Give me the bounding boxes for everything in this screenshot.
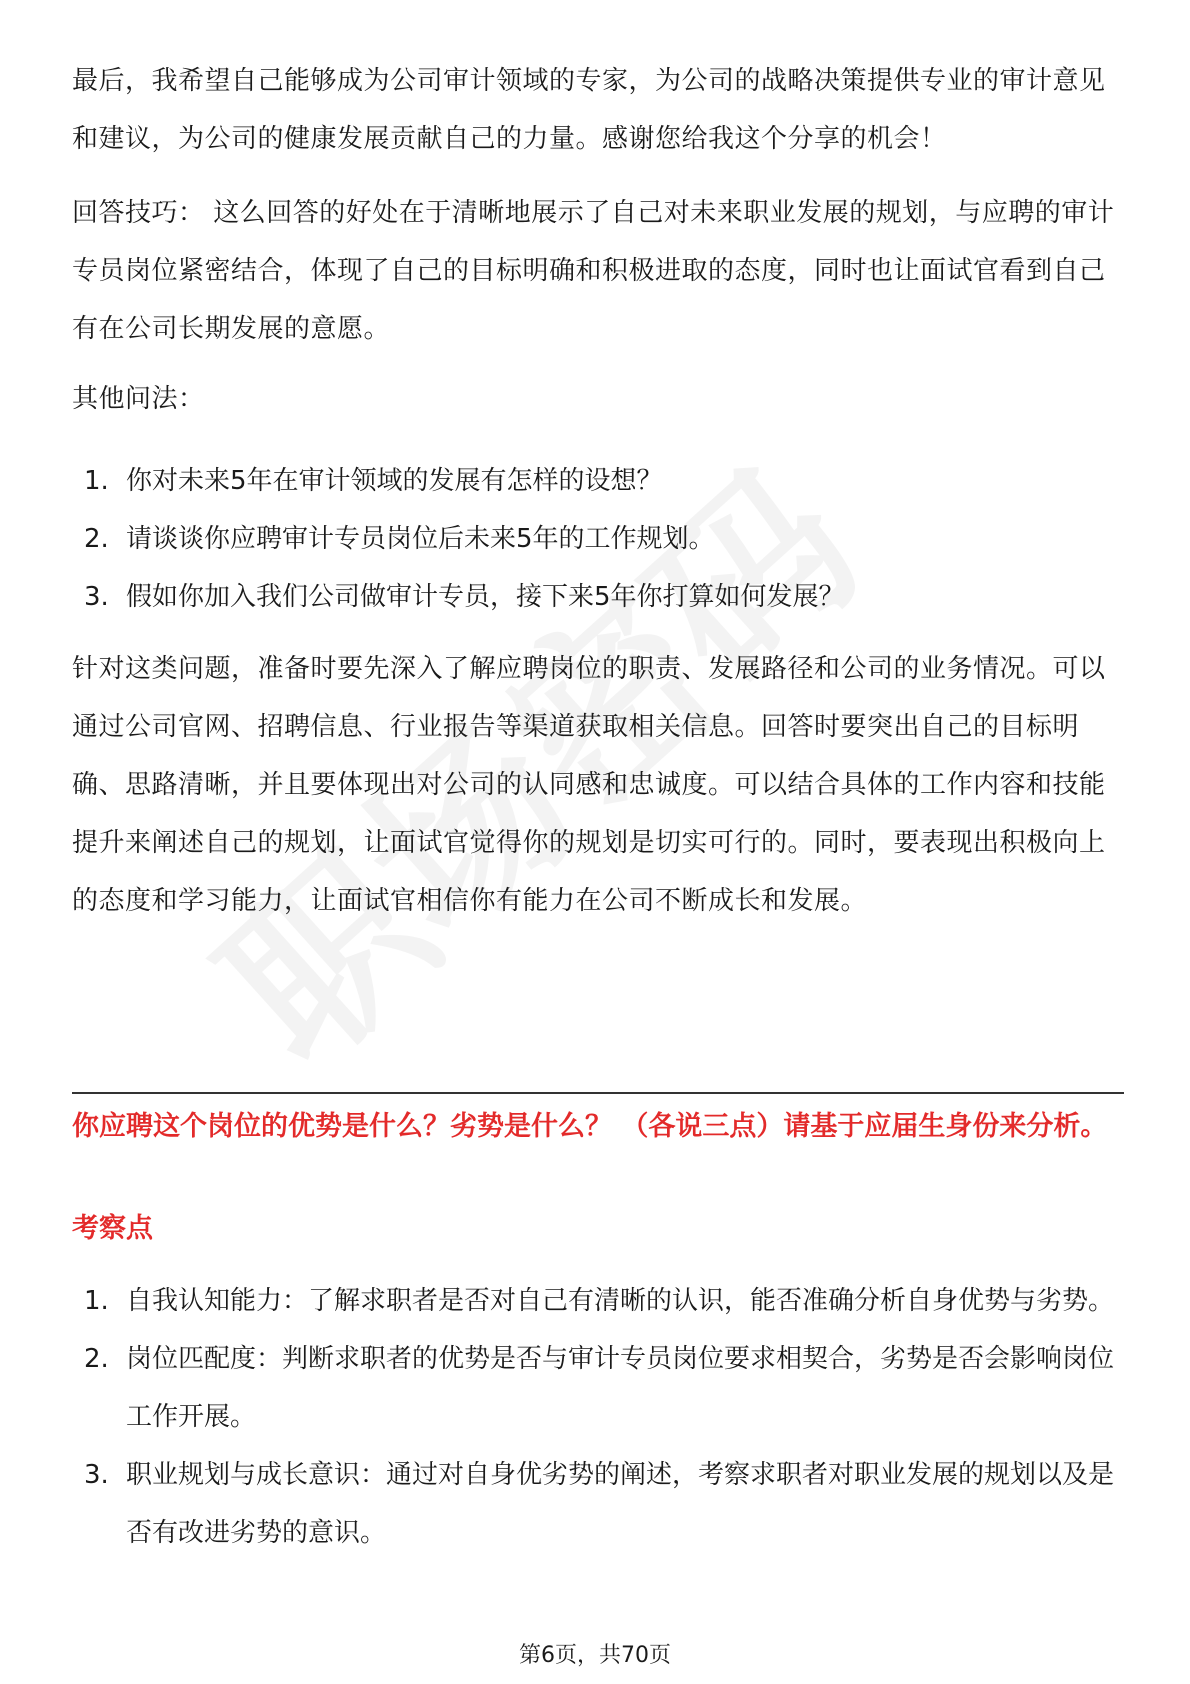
list-number: 2. xyxy=(84,1344,109,1374)
closing-paragraph: 最后，我希望自己能够成为公司审计领域的专家，为公司的战略决策提供专业的审计意见和建议，为公司的健康发展贡献自己的力量。感谢您给我这个分享的机会！ xyxy=(72,66,1106,154)
list-text: 岗位匹配度：判断求职者的优势是否与审计专员岗位要求相契合，劣势是否会影响岗位工作开展。 xyxy=(126,1344,1115,1432)
list-text: 职业规划与成长意识：通过对自身优劣势的阐述，考察求职者对职业发展的规划以及是否有改进劣势的意识。 xyxy=(126,1460,1115,1548)
assessment-points-list xyxy=(72,1272,1122,1562)
other-questions-list xyxy=(72,452,1122,626)
preparation-advice-paragraph: 针对这类问题，准备时要先深入了解应聘岗位的职责、发展路径和公司的业务情况。可以通过公司官网、招聘信息、行业报告等渠道获取相关信息。回答时要突出自己的目标明确、思路清晰，并且要体现出对公司的认同感和忠诚度。可以结合具体的工作内容和技能提升来阐述自己的规划，让面试官觉得你的规划是切实可行的。同时，要表现出积极向上的态度和学习能力，让面试官相信你有能力在公司不断成长和发展。 xyxy=(72,654,1106,916)
list-text: 请谈谈你应聘审计专员岗位后未来5年的工作规划。 xyxy=(126,524,715,554)
list-item xyxy=(72,568,1122,626)
list-number: 3. xyxy=(84,582,109,612)
list-item xyxy=(72,1330,1122,1446)
list-number: 1. xyxy=(84,1286,109,1316)
list-text: 你对未来5年在审计领域的发展有怎样的设想？ xyxy=(126,466,663,496)
list-number: 2. xyxy=(84,524,109,554)
list-item xyxy=(72,1272,1122,1330)
list-number: 1. xyxy=(84,466,109,496)
list-number: 3. xyxy=(84,1460,109,1490)
page-footer: 第6页，共70页 xyxy=(519,1643,671,1668)
interview-question: 你应聘这个岗位的优势是什么？劣势是什么？ （各说三点）请基于应届生身份来分析。 xyxy=(72,1111,1108,1142)
answer-tips-paragraph: 回答技巧： 这么回答的好处在于清晰地展示了自己对未来职业发展的规划，与应聘的审计专员岗位紧密结合，体现了自己的目标明确和积极进取的态度，同时也让面试官看到自己有在公司长期发展的意愿。 xyxy=(72,198,1115,344)
section-divider xyxy=(72,1092,1124,1094)
list-text: 自我认知能力：了解求职者是否对自己有清晰的认识，能否准确分析自身优势与劣势。 xyxy=(126,1286,1115,1316)
list-text: 假如你加入我们公司做审计专员，接下来5年你打算如何发展？ xyxy=(126,582,845,612)
assessment-points-heading: 考察点 xyxy=(72,1213,153,1244)
list-item xyxy=(72,452,1122,510)
list-item xyxy=(72,510,1122,568)
list-item xyxy=(72,1446,1122,1562)
other-questions-heading: 其他问法： xyxy=(72,384,205,414)
